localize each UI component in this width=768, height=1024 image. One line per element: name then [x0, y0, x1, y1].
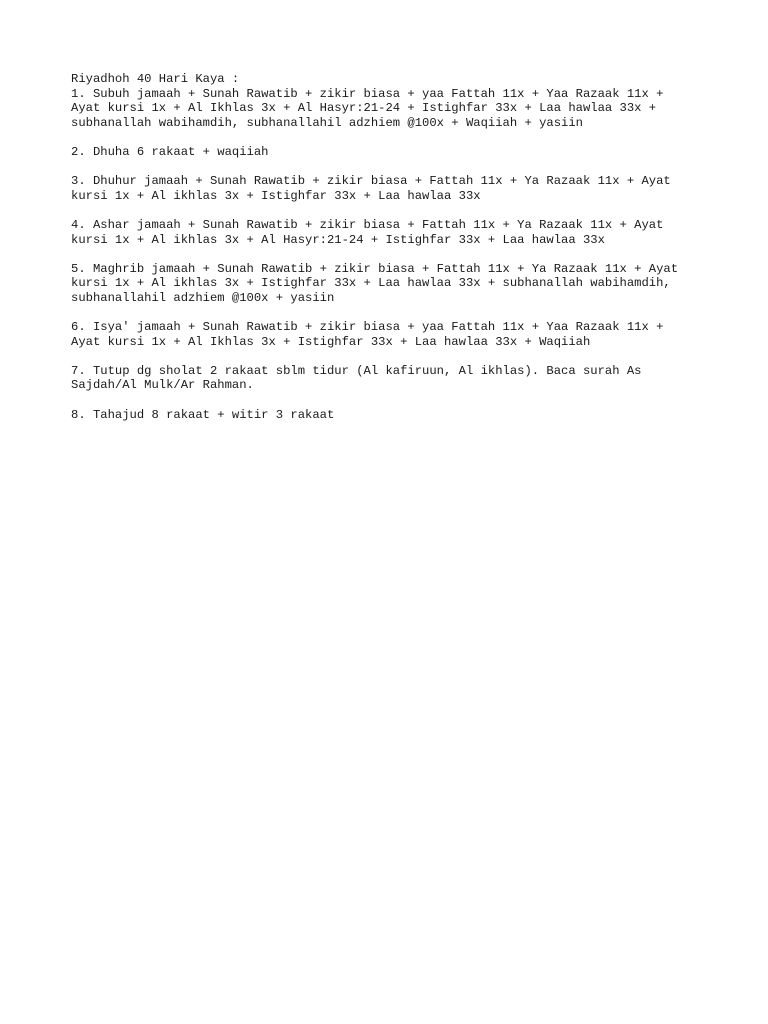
list-item	[71, 87, 751, 131]
item-3-line-2: kursi 1x + Al ikhlas 3x + Istighfar 33x + Laa hawlaa 33x	[71, 188, 481, 203]
item-1-line-1: 1. Subuh jamaah + Sunah Rawatib + zikir biasa + yaa Fattah 11x + Yaa Razaak 11x +	[71, 86, 664, 101]
list-item	[71, 320, 751, 349]
item-6-line-1: 6. Isya' jamaah + Sunah Rawatib + zikir biasa + yaa Fattah 11x + Yaa Razaak 11x +	[71, 320, 664, 335]
item-5-line-2: kursi 1x + Al ikhlas 3x + Istighfar 33x + Laa hawlaa 33x + subhanallah wabihamdih,	[71, 276, 671, 291]
paragraph-gap	[71, 349, 751, 364]
paragraph-gap	[71, 247, 751, 262]
list-item	[71, 262, 751, 306]
list-item	[71, 408, 751, 423]
list-item	[71, 218, 751, 247]
paragraph-gap	[71, 160, 751, 175]
item-1-line-2: Ayat kursi 1x + Al Ikhlas 3x + Al Hasyr:21-24 + Istighfar 33x + Laa hawlaa 33x +	[71, 101, 657, 116]
paragraph-gap	[71, 203, 751, 218]
item-1-line-3: subhanallah wabihamdih, subhanallahil adzhiem @100x + Waqiiah + yasiin	[71, 115, 583, 130]
item-4-line-2: kursi 1x + Al ikhlas 3x + Al Hasyr:21-24 + Istighfar 33x + Laa hawlaa 33x	[71, 232, 605, 247]
paragraph-gap	[71, 130, 751, 145]
document-title: Riyadhoh 40 Hari Kaya :	[71, 72, 240, 86]
paragraph-gap	[71, 306, 751, 321]
item-7-line-1: 7. Tutup dg sholat 2 rakaat sblm tidur (Al kafiruun, Al ikhlas). Baca surah As	[71, 363, 642, 378]
item-2-line-1: 2. Dhuha 6 rakaat + waqiiah	[71, 144, 269, 159]
item-6-line-2: Ayat kursi 1x + Al Ikhlas 3x + Istighfar 33x + Laa hawlaa 33x + Waqiiah	[71, 334, 591, 349]
item-5-line-1: 5. Maghrib jamaah + Sunah Rawatib + zikir biasa + Fattah 11x + Ya Razaak 11x + Ayat	[71, 261, 679, 276]
item-7-line-2: Sajdah/Al Mulk/Ar Rahman.	[71, 378, 254, 393]
document-body	[71, 72, 751, 422]
list-item	[71, 174, 751, 203]
item-5-line-3: subhanallahil adzhiem @100x + yasiin	[71, 290, 335, 305]
item-8-line-1: 8. Tahajud 8 rakaat + witir 3 rakaat	[71, 407, 335, 422]
list-item	[71, 364, 751, 393]
list-item	[71, 145, 751, 160]
paragraph-gap	[71, 393, 751, 408]
item-3-line-1: 3. Dhuhur jamaah + Sunah Rawatib + zikir biasa + Fattah 11x + Ya Razaak 11x + Ayat	[71, 174, 671, 189]
item-4-line-1: 4. Ashar jamaah + Sunah Rawatib + zikir biasa + Fattah 11x + Ya Razaak 11x + Ayat	[71, 217, 664, 232]
